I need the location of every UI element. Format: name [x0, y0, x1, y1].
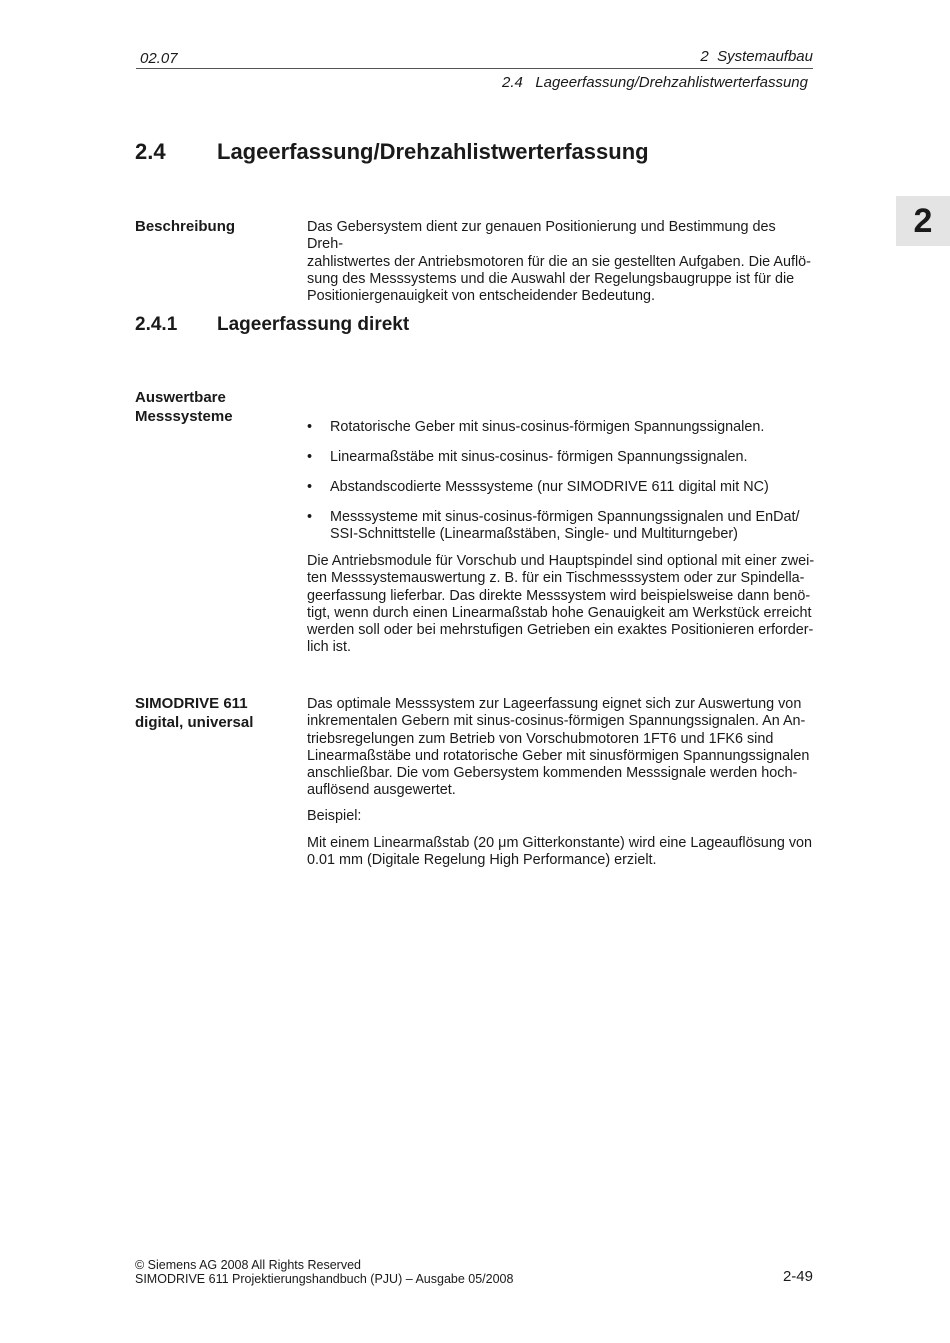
bullet-icon: • [307, 509, 313, 525]
bullet-text: Rotatorische Geber mit sinus-cosinus-förmigen Spannungssignalen. [330, 419, 765, 435]
footer-manual: SIMODRIVE 611 Projektierungshandbuch (PJU) – Ausgabe 05/2008 [135, 1272, 514, 1286]
text-line: inkrementalen Gebern mit sinus-cosinus-förmigen Spannungssignalen. An An- [307, 713, 806, 730]
footer [135, 1258, 513, 1286]
text-line: Positioniergenauigkeit von entscheidender Bedeutung. [307, 288, 656, 305]
beschreibung-text [307, 219, 815, 305]
text-line: Das Gebersystem dient zur genauen Positionierung und Bestimmung des Dreh- [307, 219, 776, 253]
section-heading [135, 139, 649, 165]
bullet-item [307, 479, 815, 496]
header-date: 02.07 [140, 50, 178, 67]
text-line: geerfassung lieferbar. Das direkte Messsystem wird beispielsweise dann benö- [307, 587, 811, 604]
example-label: Beispiel: [307, 808, 362, 824]
beschreibung-label: Beschreibung [135, 218, 236, 235]
text-line: ten Messsystemauswertung z. B. für ein Tischmesssystem oder zur Spindella- [307, 570, 805, 587]
auswertbare-paragraph [307, 553, 815, 657]
text-line: anschließbar. Die vom Gebersystem kommenden Messsignale werden hoch- [307, 765, 798, 782]
text-line: zahlistwertes der Antriebsmotoren für die an sie gestellten Aufgaben. Die Auflö- [307, 253, 811, 270]
label-line: Auswertbare [135, 389, 226, 406]
auswertbare-label [135, 388, 295, 426]
text-line: tigt, wenn durch einen Linearmaßstab hohe Genauigkeit am Werkstück erreicht [307, 604, 812, 621]
subsection-title: Lageerfassung direkt [217, 314, 410, 335]
text-line: auflösend ausgewertet. [307, 782, 456, 799]
label-line: Messsysteme [135, 408, 233, 425]
text-line: Das optimale Messsystem zur Lageerfassung eignet sich zur Auswertung von [307, 696, 802, 712]
header-divider [136, 68, 813, 69]
text-line: Linearmaßstäbe und rotatorische Geber mit sinusförmigen Spannungssignalen [307, 747, 810, 764]
text-line: 0.01 mm (Digitale Regelung High Performance) erzielt. [307, 852, 657, 869]
chapter-tab-number: 2 [913, 201, 933, 240]
text-line: sung des Messsystems und die Auswahl der Regelungsbaugruppe ist für die [307, 270, 795, 287]
chapter-tab-marker [896, 196, 950, 246]
bullet-icon: • [307, 449, 313, 465]
page-number: 2-49 [782, 1268, 813, 1285]
bullet-item [307, 509, 815, 544]
text-line: triebsregelungen zum Betrieb von Vorschubmotoren 1FT6 und 1FK6 sind [307, 730, 774, 747]
bullet-text: Abstandscodierte Messsysteme (nur SIMODRIVE 611 digital mit NC) [330, 479, 769, 495]
simodrive-paragraph [307, 696, 815, 800]
section-number: 2.4 [135, 139, 166, 164]
header-section: 2.4 Lageerfassung/Drehzahlistwerterfassung [501, 74, 808, 91]
section-title: Lageerfassung/Drehzahlistwerterfassung [217, 139, 649, 164]
bullet-item [307, 449, 815, 466]
text-line: werden soll oder bei mehrstufigen Getrieben ein exaktes Positionieren erforder- [307, 622, 814, 639]
text-line: lich ist. [307, 639, 351, 656]
subsection-heading [135, 314, 409, 336]
bullet-item [307, 419, 815, 436]
label-line: digital, universal [135, 714, 254, 731]
subsection-number: 2.4.1 [135, 314, 178, 335]
label-line: SIMODRIVE 611 [135, 695, 248, 712]
bullet-text: SSI-Schnittstelle (Linearmaßstäben, Single- und Multiturngeber) [330, 526, 738, 543]
bullet-icon: • [307, 479, 313, 495]
text-line: Die Antriebsmodule für Vorschub und Hauptspindel sind optional mit einer zwei- [307, 553, 815, 569]
bullet-text: Messsysteme mit sinus-cosinus-förmigen Spannungssignalen und EnDat/ [330, 509, 800, 525]
footer-copyright: © Siemens AG 2008 All Rights Reserved [135, 1258, 361, 1272]
bullet-icon: • [307, 419, 313, 435]
bullet-text: Linearmaßstäbe mit sinus-cosinus- förmigen Spannungssignalen. [330, 449, 748, 465]
text-line: Mit einem Linearmaßstab (20 μm Gitterkonstante) wird eine Lageauflösung von [307, 835, 813, 851]
simodrive-label [135, 694, 295, 732]
example-text [307, 835, 815, 870]
header-chapter: 2 Systemaufbau [700, 48, 813, 65]
